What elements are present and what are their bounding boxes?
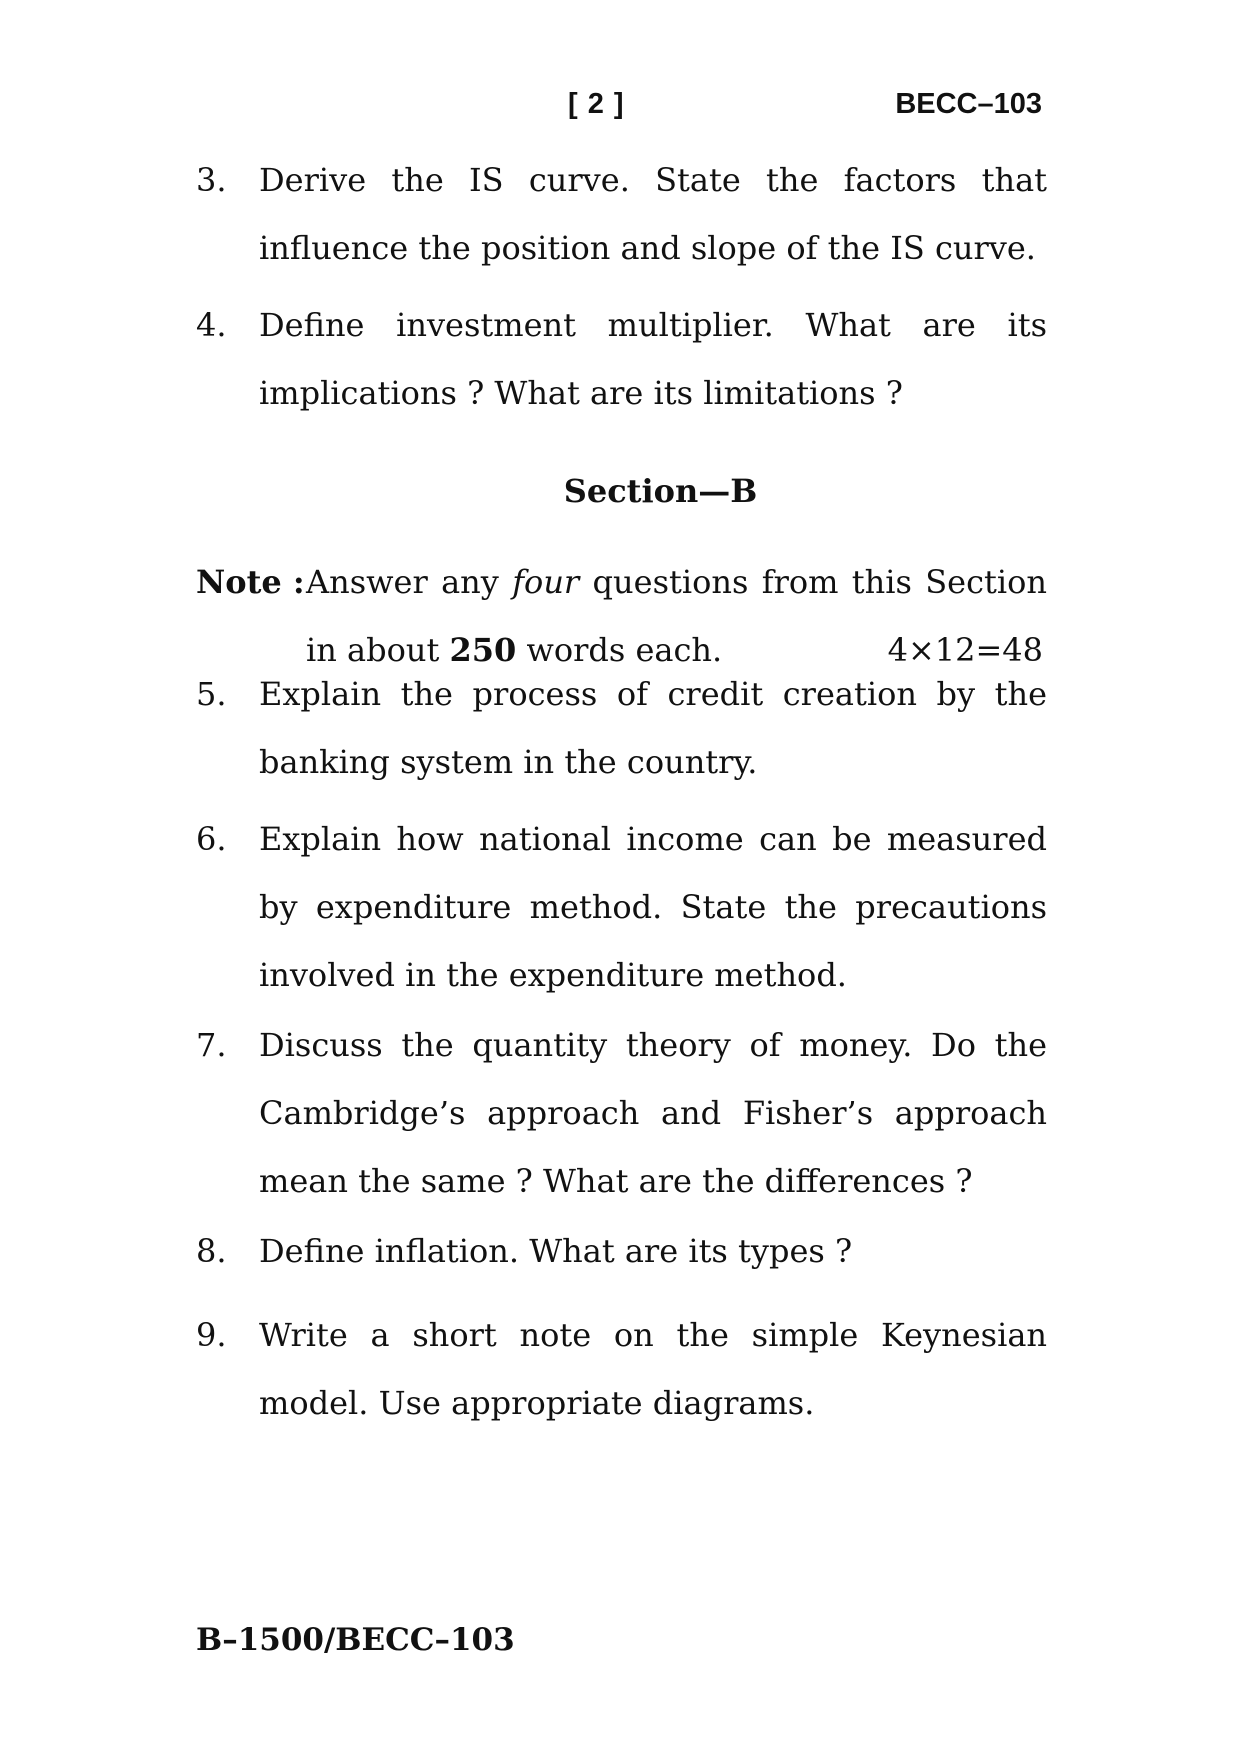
note-marks: 4×12=48 [887,631,1043,669]
paper-code: BECC–103 [895,88,1042,120]
note-text-after: questions from this Section [579,563,1048,601]
question-number: 8. [196,1232,227,1270]
note-line2-before: in about [306,631,450,669]
page-number: [ 2 ] [568,88,625,120]
question-number: 3. [196,161,227,199]
note-line2-after: words each. [516,631,723,669]
question-number: 6. [196,820,227,858]
section-title: Section—B [563,472,758,510]
question-7 [196,1011,1047,1215]
question-9 [196,1301,1047,1437]
question-number: 9. [196,1316,227,1354]
question-number: 7. [196,1026,227,1064]
question-text: Derive the IS curve. State the factors that influence the position and slope of the IS curve. [259,161,1047,267]
question-text: Explain the process of credit creation by the banking system in the country. [259,675,1047,781]
question-4 [196,291,1047,427]
note-line-1 [306,548,1047,616]
question-3 [196,146,1047,282]
note-text-before: Answer any [306,563,513,601]
note-label: Note : [196,563,305,601]
question-text: Define investment multiplier. What are its implications ? What are its limitations ? [259,306,1047,412]
question-8 [196,1217,1047,1285]
question-text: Explain how national income can be measured by expenditure method. State the precautions involved in the expenditure method. [259,820,1047,994]
question-text: Define inflation. What are its types ? [259,1232,853,1270]
question-number: 5. [196,675,227,713]
question-number: 4. [196,306,227,344]
question-text: Discuss the quantity theory of money. Do the Cambridge’s approach and Fisher’s approach mean the same ? What are the differences ? [259,1026,1047,1200]
question-6 [196,805,1047,1009]
note-word-count: 250 [449,631,517,669]
question-5 [196,660,1047,796]
question-text: Write a short note on the simple Keynesian model. Use appropriate diagrams. [259,1316,1047,1422]
note-emphasis: four [512,563,580,601]
footer-code: B–1500/BECC–103 [196,1622,515,1658]
